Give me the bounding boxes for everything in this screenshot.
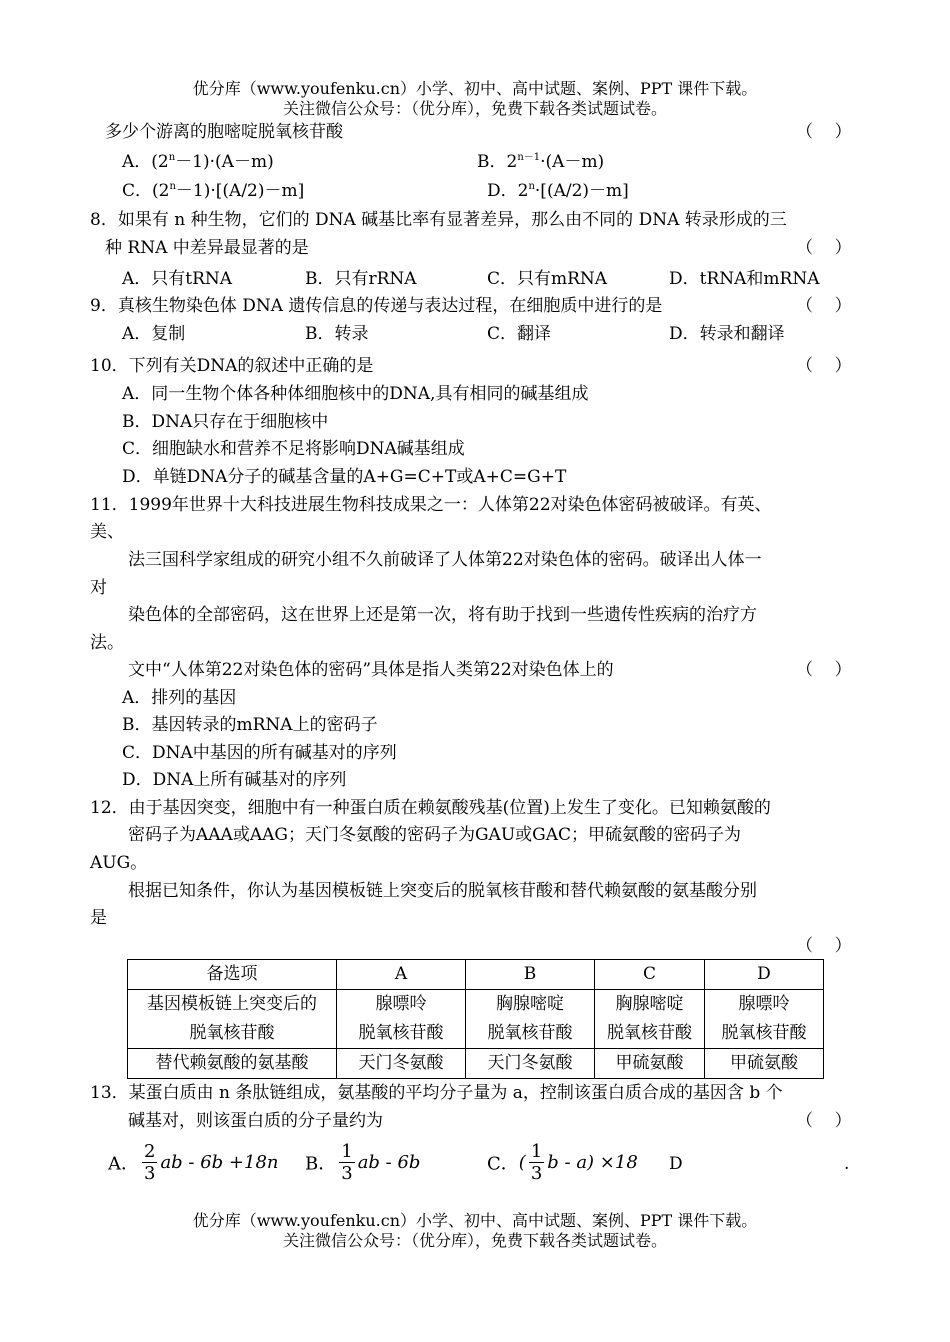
q10-option-c: C．细胞缺水和营养不足将影响DNA碱基组成: [122, 439, 465, 459]
q11-line-1: 11．1999年世界十大科技进展生物科技成果之一：人体第22对染色体密码被破译。有英、: [90, 495, 772, 515]
answer-paren: （ ）: [796, 122, 852, 142]
q12-line-4: 根据已知条件，你认为基因模板链上突变后的脱氧核苷酸和替代赖氨酸的氨基酸分别: [128, 881, 757, 901]
q11-line-5: 染色体的全部密码，这在世界上还是第一次，将有助于找到一些遗传性疾病的治疗方: [128, 605, 757, 625]
q8-option-d: D．tRNA和mRNA: [669, 269, 820, 289]
table-cell: 甲硫氨酸: [595, 1049, 705, 1079]
table-cell: 胸腺嘧啶 脱氧核苷酸: [466, 990, 595, 1049]
q7-option-d: D．$2^n\cdot[(A/2)-m]$: [487, 181, 629, 201]
q9-line-1: 9．真核生物染色体 DNA 遗传信息的传递与表达过程，在细胞质中进行的是: [90, 296, 663, 316]
q8-option-a: A．只有tRNA: [122, 269, 233, 289]
q13-option-a: A． $\frac{2}{3}$ ab - 6b +18n: [108, 1141, 279, 1184]
answer-paren: （ ）: [796, 296, 852, 316]
table-header-cell: 备选项: [128, 960, 337, 990]
table-row: [128, 990, 824, 1049]
table-cell: 基因模板链上突变后的 脱氧核苷酸: [128, 990, 337, 1049]
table-cell: 胸腺嘧啶 脱氧核苷酸: [595, 990, 705, 1049]
q9-option-b: B．转录: [305, 324, 369, 344]
table-cell: 腺嘌呤 脱氧核苷酸: [705, 990, 824, 1049]
q13-line-1: 13．某蛋白质由 n 条肽链组成，氨基酸的平均分子量为 a，控制该蛋白质合成的基因含 b 个: [90, 1083, 783, 1103]
q11-line-3: 法三国科学家组成的研究小组不久前破译了人体第22对染色体的密码。破译出人体一: [128, 550, 762, 570]
q13-option-d: D: [669, 1154, 683, 1174]
q11-option-b: B．基因转录的mRNA上的密码子: [122, 715, 378, 735]
q7-option-a: A．$(2^n-1)\cdot(A-m)$: [122, 152, 274, 172]
answer-paren: （ ）: [796, 1111, 852, 1131]
q11-line-4: 对: [90, 578, 107, 598]
header-line-1: 优分库（www.youfenku.cn）小学、初中、高中试题、案例、PPT 课件下载。: [192, 79, 758, 98]
options-table: [127, 959, 824, 1079]
table-cell: 天门冬氨酸: [466, 1049, 595, 1079]
q13-option-c: C．( $\frac{1}{3}$ b - a) ×18: [487, 1141, 638, 1184]
fraction: $\frac{2}{3}$: [144, 1141, 156, 1184]
answer-paren: （ ）: [796, 660, 852, 680]
table-header-row: [128, 960, 824, 990]
table-cell: 甲硫氨酸: [705, 1049, 824, 1079]
fraction: $\frac{1}{3}$: [530, 1141, 543, 1184]
q11-option-c: C．DNA中基因的所有碱基对的序列: [122, 743, 397, 763]
q12-line-2: 密码子为AAA或AAG；天门冬氨酸的密码子为GAU或GAC；甲硫氨酸的密码子为: [128, 825, 742, 845]
q12-line-5: 是: [90, 908, 107, 928]
q13-line-2: 碱基对，则该蛋白质的分子量约为: [128, 1111, 383, 1131]
table-cell: 腺嘌呤 脱氧核苷酸: [337, 990, 466, 1049]
q9-option-c: C．翻译: [487, 324, 552, 344]
q7-text: 多少个游离的胞嘧啶脱氧核苷酸: [105, 122, 343, 142]
table-cell: 天门冬氨酸: [337, 1049, 466, 1079]
q9-option-d: D．转录和翻译: [669, 324, 785, 344]
q11-line-6: 法。: [90, 633, 124, 653]
footer-line-2: 关注微信公众号：（优分库），免费下载各类试题试卷。: [282, 1231, 667, 1250]
q8-line-2: 种 RNA 中差异最显著的是: [105, 238, 309, 258]
q12-line-3: AUG。: [90, 853, 148, 873]
q13-option-b: B． $\frac{1}{3}$ ab - 6b: [305, 1141, 421, 1184]
answer-paren: （ ）: [796, 238, 852, 258]
q7-option-b: B．$2^{n-1}\cdot(A-m)$: [477, 152, 605, 172]
table-cell: 替代赖氨酸的氨基酸: [128, 1049, 337, 1079]
table-header-cell: C: [595, 960, 705, 990]
q9-option-a: A．复制: [122, 324, 186, 344]
table-header-cell: A: [337, 960, 466, 990]
q10-line-1: 10．下列有关DNA的叙述中正确的是: [90, 356, 374, 376]
q11-option-d: D．DNA上所有碱基对的序列: [122, 770, 347, 790]
answer-paren: （ ）: [796, 936, 852, 956]
q7-option-c: C．$(2^n-1)\cdot[(A/2)-m]$: [122, 181, 305, 201]
q10-option-b: B．DNA只存在于细胞核中: [122, 412, 329, 432]
answer-paren: （ ）: [796, 356, 852, 376]
q10-option-a: A．同一生物个体各种体细胞核中的DNA,具有相同的碱基组成: [122, 384, 589, 404]
q13-option-d-dot: .: [844, 1154, 850, 1174]
table-header-cell: D: [705, 960, 824, 990]
q12-line-1: 12．由于基因突变，细胞中有一种蛋白质在赖氨酸残基(位置)上发生了变化。已知赖氨酸的: [90, 798, 771, 818]
table-row: [128, 1049, 824, 1079]
footer-line-1: 优分库（www.youfenku.cn）小学、初中、高中试题、案例、PPT 课件下载。: [192, 1211, 758, 1230]
fraction: $\frac{1}{3}$: [341, 1141, 353, 1184]
q8-option-c: C．只有mRNA: [487, 269, 608, 289]
table-header-cell: B: [466, 960, 595, 990]
q11-option-a: A．排列的基因: [122, 688, 237, 708]
q10-option-d: D．单链DNA分子的碱基含量的A+G=C+T或A+C=G+T: [122, 467, 567, 487]
q11-line-7: 文中“人体第22对染色体的密码”具体是指人类第22对染色体上的: [128, 660, 614, 680]
q8-option-b: B．只有rRNA: [305, 269, 417, 289]
header-line-2: 关注微信公众号：（优分库），免费下载各类试题试卷。: [282, 99, 667, 118]
q11-line-2: 美、: [90, 522, 124, 542]
q8-line-1: 8．如果有 n 种生物，它们的 DNA 碱基比率有显著差异，那么由不同的 DNA 转录形成的三: [90, 210, 787, 230]
